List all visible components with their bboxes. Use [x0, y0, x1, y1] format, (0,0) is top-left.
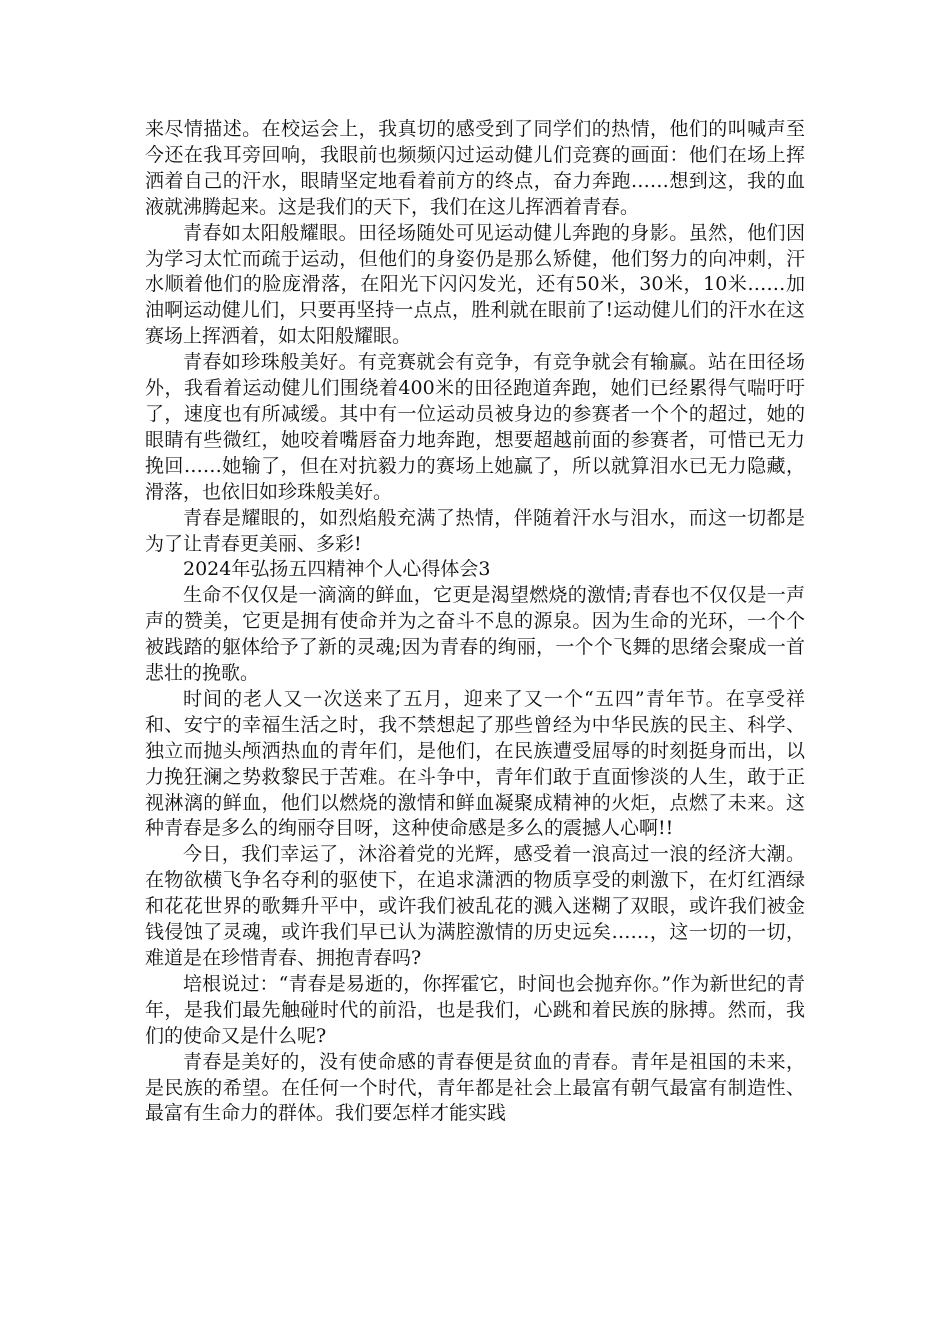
- paragraph-bacon: 培根说过：“青春是易逝的，你挥霍它，时间也会抛弃你。”作为新世纪的青年，是我们最先触碰时代的前沿，也是我们，心跳和着民族的脉搏。然而，我们的使命又是什么呢?: [145, 972, 805, 1047]
- paragraph-may-fourth: 时间的老人又一次送来了五月，迎来了又一个“五四”青年节。在享受祥和、安宁的幸福生活之时，我不禁想起了那些曾经为中华民族的民主、科学、独立而抛头颅洒热血的青年们，是他们，在民族遭受屈辱的时刻挺身而出，以力挽狂澜之势救黎民于苦难。在斗争中，青年们敢于直面惨淡的人生，敢于正视淋漓的鲜血，他们以燃烧的激情和鲜血凝聚成精神的火炬，点燃了未来。这种青春是多么的绚丽夺目呀，这种使命感是多么的震撼人心啊!!: [145, 687, 805, 840]
- paragraph-sun: 青春如太阳般耀眼。田径场随处可见运动健儿奔跑的身影。虽然，他们因为学习太忙而疏于运动，但他们的身姿仍是那么矫健，他们努力的向冲刺，汗水顺着他们的脸庞滑落，在阳光下闪闪发光，还有50米，30米，10米……加油啊运动健儿们，只要再坚持一点点，胜利就在眼前了!运动健儿们的汗水在这赛场上挥洒着，如太阳般耀眼。: [145, 221, 805, 348]
- paragraph-pearl: 青春如珍珠般美好。有竞赛就会有竞争，有竞争就会有输赢。站在田径场外，我看着运动健儿们围绕着400米的田径跑道奔跑，她们已经累得气喘吁吁了，速度也有所减缓。其中有一位运动员被身边的参赛者一个个的超过，她的眼睛有些微红，她咬着嘴唇奋力地奔跑，想要超越前面的参赛者，可惜已无力挽回……她输了，但在对抗毅力的赛场上她赢了，所以就算泪水已无力隐藏，滑落，也依旧如珍珠般美好。: [145, 351, 805, 503]
- section-title: 2024年弘扬五四精神个人心得体会3: [183, 558, 491, 581]
- paragraph-mission: 青春是美好的，没有使命感的青春便是贫血的青春。青年是祖国的未来，是民族的希望。在任何一个时代，青年都是社会上最富有朝气最富有制造性、最富有生命力的群体。我们要怎样才能实践: [145, 1050, 805, 1125]
- paragraph-today: 今日，我们幸运了，沐浴着党的光辉，感受着一浪高过一浪的经济大潮。在物欲横飞争名夺利的驱使下，在追求潇洒的物质享受的刺激下，在灯红酒绿和花花世界的歌舞升平中，或许我们被乱花的溅入迷糊了双眼，或许我们被金钱侵蚀了灵魂，或许我们早已认为满腔激情的历史远矣……，这一切的一切，难道是在珍惜青春、拥抱青春吗?: [145, 843, 805, 969]
- document-page: [145, 117, 805, 1127]
- paragraph-life: 生命不仅仅是一滴滴的鲜血，它更是渴望燃烧的激情;青春也不仅仅是一声声的赞美，它更是拥有使命并为之奋斗不息的源泉。因为生命的光环，一个个被践踏的躯体给予了新的灵魂;因为青春的绚丽，一个个飞舞的思绪会聚成一首悲壮的挽歌。: [145, 584, 805, 685]
- paragraph-conclusion: 青春是耀眼的，如烈焰般充满了热情，伴随着汗水与泪水，而这一切都是为了让青春更美丽、多彩!: [145, 506, 805, 555]
- paragraph-continuation: 来尽情描述。在校运会上，我真切的感受到了同学们的热情，他们的叫喊声至今还在我耳旁回响，我眼前也频频闪过运动健儿们竞赛的画面：他们在场上挥洒着自己的汗水，眼睛坚定地看着前方的终点，奋力奔跑……想到这，我的血液就沸腾起来。这是我们的天下，我们在这儿挥洒着青春。: [145, 118, 805, 218]
